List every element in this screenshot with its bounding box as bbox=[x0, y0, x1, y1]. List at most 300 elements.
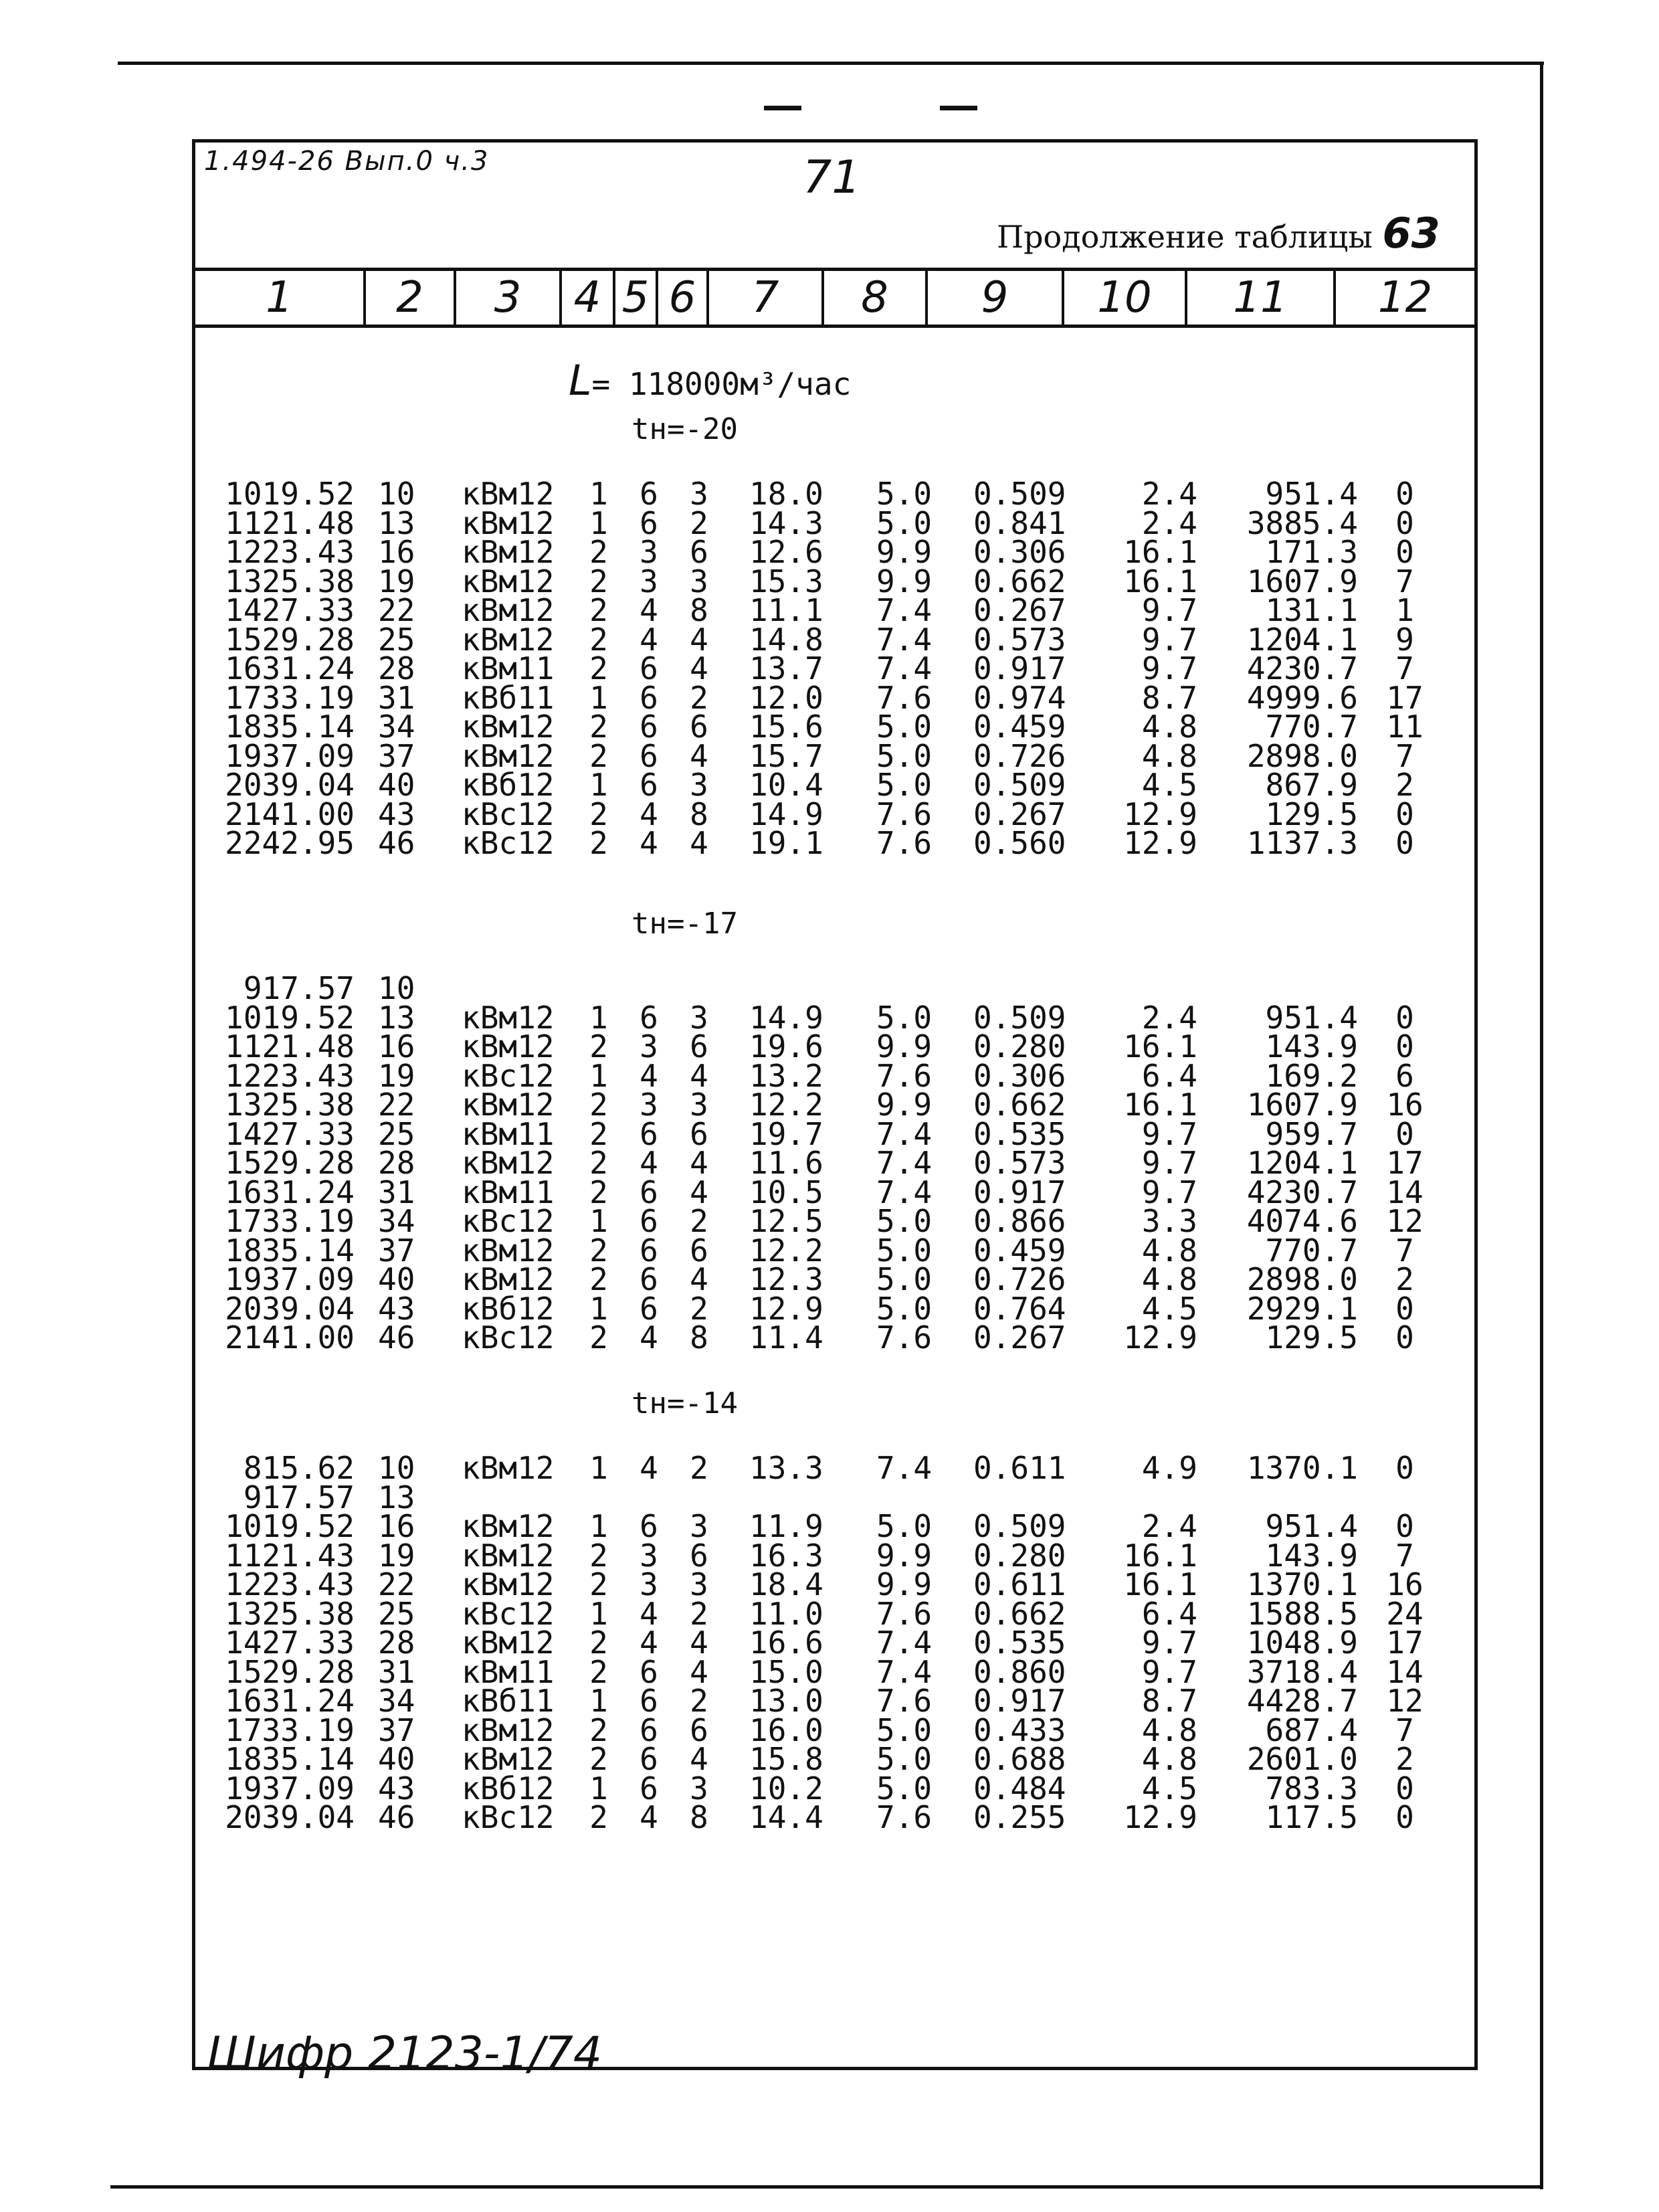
flow-symbol: L bbox=[569, 356, 592, 405]
table-cell-col7: 18.0 bbox=[749, 476, 823, 512]
table-cell-col12: 12 bbox=[1386, 1203, 1424, 1239]
table-cell-col3: кВм12 bbox=[462, 563, 555, 600]
table-cell-col12: 2 bbox=[1395, 1261, 1414, 1297]
table-cell-col5: 6 bbox=[640, 504, 658, 541]
table-cell-col11: 1370.1 bbox=[1246, 1566, 1358, 1602]
table-cell-col1: 815.62 bbox=[243, 1450, 355, 1486]
table-cell-col8: 5.0 bbox=[876, 767, 933, 803]
table-cell-col2: 28 bbox=[378, 1145, 415, 1181]
table-cell-col10: 16.1 bbox=[1123, 534, 1197, 570]
table-cell-col10: 4.8 bbox=[1141, 737, 1197, 774]
table-cell-col12: 12 bbox=[1386, 1683, 1424, 1719]
table-cell-col4: 2 bbox=[589, 1712, 608, 1748]
table-cell-col1: 1019.52 bbox=[225, 999, 355, 1036]
table-row bbox=[0, 1290, 1659, 1327]
table-cell-col10: 4.9 bbox=[1141, 1450, 1197, 1486]
table-cell-col1: 1325.38 bbox=[225, 1595, 355, 1632]
table-row bbox=[0, 1450, 1659, 1486]
table-cell-col6: 2 bbox=[690, 504, 708, 541]
column-header: 6 bbox=[658, 271, 709, 325]
table-cell-col4: 1 bbox=[589, 476, 608, 512]
table-cell-col10: 12.9 bbox=[1123, 796, 1197, 832]
table-cell-col4: 2 bbox=[589, 737, 608, 774]
table-cell-col8: 7.6 bbox=[876, 1319, 933, 1356]
table-cell-col9: 0.573 bbox=[973, 1145, 1066, 1181]
table-cell-col11: 2898.0 bbox=[1246, 737, 1358, 774]
table-cell-col4: 2 bbox=[589, 1653, 608, 1690]
table-cell-col12: 2 bbox=[1395, 767, 1414, 803]
table-cell-col7: 12.9 bbox=[749, 1290, 823, 1327]
table-cell-col9: 0.764 bbox=[973, 1290, 1066, 1327]
table-cell-col7: 11.1 bbox=[749, 592, 823, 628]
table-cell-col2: 13 bbox=[378, 999, 415, 1036]
table-cell-col10: 16.1 bbox=[1123, 1537, 1197, 1574]
table-cell-col4: 2 bbox=[589, 1625, 608, 1661]
column-header: 9 bbox=[928, 271, 1064, 325]
table-cell-col10: 2.4 bbox=[1141, 504, 1197, 541]
flow-value: = 118000м³/час bbox=[591, 366, 852, 402]
table-cell-col1: 1631.24 bbox=[225, 650, 355, 686]
table-cell-col10: 6.4 bbox=[1141, 1057, 1197, 1094]
table-cell-col1: 1937.09 bbox=[225, 1261, 355, 1297]
table-cell-col11: 951.4 bbox=[1265, 476, 1358, 512]
table-cell-col6: 4 bbox=[690, 1653, 708, 1690]
table-cell-col11: 3718.4 bbox=[1246, 1653, 1358, 1690]
table-cell-col10: 9.7 bbox=[1141, 1174, 1197, 1210]
table-cell-col7: 18.4 bbox=[749, 1566, 823, 1602]
table-cell-col8: 5.0 bbox=[876, 737, 933, 774]
table-cell-col11: 2601.0 bbox=[1246, 1741, 1358, 1777]
table-cell-col10: 9.7 bbox=[1141, 592, 1197, 628]
table-cell-col1: 1427.33 bbox=[225, 1115, 355, 1152]
column-header: 10 bbox=[1064, 271, 1187, 325]
table-cell-col3: кВм12 bbox=[462, 476, 555, 512]
table-cell-col4: 2 bbox=[589, 1741, 608, 1777]
table-cell-col11: 117.5 bbox=[1265, 1799, 1358, 1835]
table-cell-col10: 8.7 bbox=[1141, 1683, 1197, 1719]
table-cell-col5: 6 bbox=[640, 679, 658, 716]
table-cell-col2: 13 bbox=[378, 504, 415, 541]
table-cell-col8: 7.6 bbox=[876, 1057, 933, 1094]
table-cell-col7: 16.3 bbox=[749, 1537, 823, 1574]
table-row bbox=[0, 1683, 1659, 1719]
table-cell-col6: 3 bbox=[690, 1087, 708, 1123]
table-cell-col7: 10.2 bbox=[749, 1770, 823, 1807]
table-cell-col11: 1137.3 bbox=[1246, 825, 1358, 861]
table-row bbox=[0, 1145, 1659, 1181]
table-cell-col6: 4 bbox=[690, 1261, 708, 1297]
page-number: 71 bbox=[803, 151, 861, 204]
table-cell-col1: 1733.19 bbox=[225, 1712, 355, 1748]
table-cell-col9: 0.459 bbox=[973, 1232, 1066, 1269]
table-cell-col12: 6 bbox=[1395, 1057, 1414, 1094]
table-row bbox=[0, 767, 1659, 803]
table-cell-col10: 4.8 bbox=[1141, 709, 1197, 745]
table-row bbox=[0, 1741, 1659, 1777]
table-cell-col11: 4428.7 bbox=[1246, 1683, 1358, 1719]
table-cell-col7: 14.9 bbox=[749, 796, 823, 832]
table-cell-col11: 687.4 bbox=[1265, 1712, 1358, 1748]
table-cell-col10: 9.7 bbox=[1141, 1145, 1197, 1181]
table-cell-col9: 0.509 bbox=[973, 767, 1066, 803]
table-cell-col3: кВм12 bbox=[462, 1537, 555, 1574]
table-row bbox=[0, 1625, 1659, 1661]
table-cell-col9: 0.280 bbox=[973, 1537, 1066, 1574]
table-cell-col8: 5.0 bbox=[876, 1232, 933, 1269]
table-cell-col4: 2 bbox=[589, 709, 608, 745]
table-cell-col7: 13.2 bbox=[749, 1057, 823, 1094]
table-cell-col2: 46 bbox=[378, 1319, 415, 1356]
table-cell-col1: 1019.52 bbox=[225, 1508, 355, 1544]
table-cell-col5: 3 bbox=[640, 1087, 658, 1123]
table-cell-col11: 1204.1 bbox=[1246, 1145, 1358, 1181]
table-row bbox=[0, 534, 1659, 570]
table-cell-col10: 2.4 bbox=[1141, 1508, 1197, 1544]
table-cell-col1: 1325.38 bbox=[225, 563, 355, 600]
table-cell-col9: 0.662 bbox=[973, 563, 1066, 600]
column-header-row bbox=[195, 268, 1474, 328]
table-cell-col1: 1835.14 bbox=[225, 1232, 355, 1269]
table-cell-col7: 15.6 bbox=[749, 709, 823, 745]
table-cell-col6: 8 bbox=[690, 592, 708, 628]
table-cell-col11: 783.3 bbox=[1265, 1770, 1358, 1807]
table-cell-col4: 2 bbox=[589, 1028, 608, 1065]
table-cell-col1: 2039.04 bbox=[225, 1290, 355, 1327]
table-cell-col12: 14 bbox=[1386, 1653, 1424, 1690]
table-cell-col11: 169.2 bbox=[1265, 1057, 1358, 1094]
table-row bbox=[0, 1232, 1659, 1269]
table-row bbox=[0, 1770, 1659, 1807]
table-cell-col10: 9.7 bbox=[1141, 1625, 1197, 1661]
table-cell-col7: 15.0 bbox=[749, 1653, 823, 1690]
table-cell-col6: 6 bbox=[690, 1115, 708, 1152]
table-row bbox=[0, 1115, 1659, 1152]
table-cell-col6: 2 bbox=[690, 1290, 708, 1327]
table-cell-col9: 0.917 bbox=[973, 1174, 1066, 1210]
table-cell-col11: 129.5 bbox=[1265, 1319, 1358, 1356]
table-cell-col6: 2 bbox=[690, 1203, 708, 1239]
table-cell-col8: 7.6 bbox=[876, 825, 933, 861]
table-cell-col3: кВс12 bbox=[462, 1319, 555, 1356]
table-cell-col1: 2141.00 bbox=[225, 796, 355, 832]
table-cell-col7: 16.6 bbox=[749, 1625, 823, 1661]
table-cell-col1: 1631.24 bbox=[225, 1683, 355, 1719]
table-cell-col5: 4 bbox=[640, 1450, 658, 1486]
table-cell-col3: кВм11 bbox=[462, 1174, 555, 1210]
table-cell-col8: 7.4 bbox=[876, 1653, 933, 1690]
table-cell-col10: 9.7 bbox=[1141, 621, 1197, 658]
table-cell-col2: 22 bbox=[378, 1566, 415, 1602]
table-cell-col8: 7.4 bbox=[876, 621, 933, 658]
table-cell-col4: 2 bbox=[589, 592, 608, 628]
table-cell-col7: 12.3 bbox=[749, 1261, 823, 1297]
table-cell-col2: 46 bbox=[378, 825, 415, 861]
continuation-text: Продолжение таблицы bbox=[997, 219, 1373, 255]
table-cell-col12: 0 bbox=[1395, 999, 1414, 1036]
table-row bbox=[0, 1799, 1659, 1835]
table-cell-col2: 19 bbox=[378, 1057, 415, 1094]
table-cell-col7: 15.7 bbox=[749, 737, 823, 774]
table-cell-col10: 9.7 bbox=[1141, 650, 1197, 686]
table-row bbox=[0, 1595, 1659, 1632]
table-cell-col2: 37 bbox=[378, 1712, 415, 1748]
table-cell-col5: 6 bbox=[640, 1712, 658, 1748]
top-border-line bbox=[118, 62, 1544, 65]
table-cell-col4: 1 bbox=[589, 999, 608, 1036]
table-cell-col5: 3 bbox=[640, 1566, 658, 1602]
table-cell-col9: 0.509 bbox=[973, 1508, 1066, 1544]
table-cell-col5: 6 bbox=[640, 767, 658, 803]
table-cell-col10: 4.8 bbox=[1141, 1232, 1197, 1269]
table-cell-col6: 4 bbox=[690, 1625, 708, 1661]
column-header: 11 bbox=[1187, 271, 1336, 325]
table-cell-col1: 1835.14 bbox=[225, 709, 355, 745]
table-cell-col10: 16.1 bbox=[1123, 1566, 1197, 1602]
table-cell-col6: 6 bbox=[690, 709, 708, 745]
table-cell-col3: кВс12 bbox=[462, 796, 555, 832]
table-cell-col1: 1121.48 bbox=[225, 1028, 355, 1065]
column-header: 12 bbox=[1377, 273, 1433, 322]
table-cell-col5: 6 bbox=[640, 999, 658, 1036]
table-row bbox=[0, 1174, 1659, 1210]
table-cell-col6: 3 bbox=[690, 999, 708, 1036]
table-cell-col7: 11.0 bbox=[749, 1595, 823, 1632]
table-row bbox=[0, 1508, 1659, 1544]
table-cell-col4: 2 bbox=[589, 1174, 608, 1210]
table-cell-col1: 917.57 bbox=[243, 1479, 355, 1515]
table-row bbox=[0, 621, 1659, 658]
table-cell-col11: 171.3 bbox=[1265, 534, 1358, 570]
table-cell-col2: 16 bbox=[378, 534, 415, 570]
table-cell-col10: 8.7 bbox=[1141, 679, 1197, 716]
table-cell-col5: 6 bbox=[640, 1683, 658, 1719]
table-cell-col3: кВс12 bbox=[462, 1595, 555, 1632]
table-cell-col3: кВм12 bbox=[462, 1712, 555, 1748]
table-cell-col7: 11.6 bbox=[749, 1145, 823, 1181]
table-cell-col4: 2 bbox=[589, 1319, 608, 1356]
table-cell-col8: 7.4 bbox=[876, 1145, 933, 1181]
table-cell-col2: 34 bbox=[378, 1683, 415, 1719]
table-row bbox=[0, 1537, 1659, 1574]
table-row bbox=[0, 1028, 1659, 1065]
table-cell-col2: 19 bbox=[378, 563, 415, 600]
table-cell-col6: 4 bbox=[690, 825, 708, 861]
table-cell-col1: 1937.09 bbox=[225, 1770, 355, 1807]
table-cell-col6: 4 bbox=[690, 621, 708, 658]
table-cell-col12: 17 bbox=[1386, 1145, 1424, 1181]
table-cell-col7: 19.6 bbox=[749, 1028, 823, 1065]
table-cell-col7: 10.4 bbox=[749, 767, 823, 803]
table-cell-col1: 2039.04 bbox=[225, 1799, 355, 1835]
table-cell-col12: 0 bbox=[1395, 825, 1414, 861]
table-cell-col1: 1223.43 bbox=[225, 534, 355, 570]
table-cell-col6: 2 bbox=[690, 1450, 708, 1486]
table-cell-col2: 31 bbox=[378, 679, 415, 716]
table-cell-col8: 5.0 bbox=[876, 1770, 933, 1807]
table-cell-col10: 9.7 bbox=[1141, 1653, 1197, 1690]
table-cell-col5: 4 bbox=[640, 825, 658, 861]
table-cell-col9: 0.611 bbox=[973, 1450, 1066, 1486]
table-cell-col8: 5.0 bbox=[876, 999, 933, 1036]
table-number: 63 bbox=[1382, 209, 1440, 258]
table-cell-col9: 0.560 bbox=[973, 825, 1066, 861]
table-cell-col4: 1 bbox=[589, 1595, 608, 1632]
table-cell-col5: 4 bbox=[640, 796, 658, 832]
table-cell-col5: 4 bbox=[640, 1625, 658, 1661]
table-cell-col11: 1588.5 bbox=[1246, 1595, 1358, 1632]
column-header: 7 bbox=[709, 271, 824, 325]
table-cell-col2: 40 bbox=[378, 1261, 415, 1297]
table-cell-col4: 2 bbox=[589, 1145, 608, 1181]
table-cell-col12: 16 bbox=[1386, 1566, 1424, 1602]
table-cell-col8: 7.6 bbox=[876, 796, 933, 832]
table-cell-col9: 0.509 bbox=[973, 476, 1066, 512]
table-cell-col12: 16 bbox=[1386, 1087, 1424, 1123]
table-cell-col1: 1835.14 bbox=[225, 1741, 355, 1777]
header-dash-right bbox=[940, 106, 977, 110]
table-cell-col3: кВм11 bbox=[462, 1653, 555, 1690]
column-header: 8 bbox=[824, 271, 928, 325]
table-cell-col1: 1631.24 bbox=[225, 1174, 355, 1210]
table-cell-col9: 0.726 bbox=[973, 1261, 1066, 1297]
table-cell-col6: 6 bbox=[690, 1537, 708, 1574]
table-cell-col8: 9.9 bbox=[876, 1537, 933, 1574]
section-title: tн=-17 bbox=[631, 907, 738, 941]
table-cell-col3: кВб12 bbox=[462, 767, 555, 803]
table-cell-col2: 10 bbox=[378, 970, 415, 1006]
table-cell-col11: 3885.4 bbox=[1246, 504, 1358, 541]
table-cell-col1: 1121.43 bbox=[225, 1537, 355, 1574]
table-cell-col8: 5.0 bbox=[876, 1712, 933, 1748]
table-cell-col8: 7.4 bbox=[876, 650, 933, 686]
table-cell-col7: 11.9 bbox=[749, 1508, 823, 1544]
table-cell-col7: 13.3 bbox=[749, 1450, 823, 1486]
table-cell-col2: 25 bbox=[378, 1115, 415, 1152]
table-cell-col10: 2.4 bbox=[1141, 999, 1197, 1036]
table-row bbox=[0, 650, 1659, 686]
table-cell-col2: 40 bbox=[378, 767, 415, 803]
table-cell-col8: 7.4 bbox=[876, 1174, 933, 1210]
table-cell-col2: 34 bbox=[378, 1203, 415, 1239]
table-cell-col1: 1019.52 bbox=[225, 476, 355, 512]
table-cell-col1: 917.57 bbox=[243, 970, 355, 1006]
table-cell-col11: 4074.6 bbox=[1246, 1203, 1358, 1239]
table-cell-col6: 4 bbox=[690, 737, 708, 774]
table-cell-col3: кВм11 bbox=[462, 1115, 555, 1152]
table-cell-col5: 6 bbox=[640, 650, 658, 686]
table-cell-col2: 40 bbox=[378, 1741, 415, 1777]
table-cell-col9: 0.573 bbox=[973, 621, 1066, 658]
table-cell-col6: 8 bbox=[690, 1319, 708, 1356]
flow-rate-label bbox=[569, 356, 851, 405]
table-row bbox=[0, 592, 1659, 628]
table-cell-col2: 43 bbox=[378, 1290, 415, 1327]
table-cell-col6: 3 bbox=[690, 563, 708, 600]
table-cell-col6: 4 bbox=[690, 650, 708, 686]
table-cell-col2: 22 bbox=[378, 1087, 415, 1123]
table-cell-col3: кВс12 bbox=[462, 1057, 555, 1094]
table-cell-col12: 0 bbox=[1395, 504, 1414, 541]
table-cell-col6: 6 bbox=[690, 1712, 708, 1748]
table-cell-col8: 9.9 bbox=[876, 1087, 933, 1123]
table-cell-col5: 6 bbox=[640, 1290, 658, 1327]
table-cell-col4: 2 bbox=[589, 1537, 608, 1574]
table-cell-col11: 2898.0 bbox=[1246, 1261, 1358, 1297]
table-cell-col6: 4 bbox=[690, 1057, 708, 1094]
table-cell-col5: 4 bbox=[640, 1319, 658, 1356]
table-cell-col3: кВм12 bbox=[462, 534, 555, 570]
table-cell-col4: 1 bbox=[589, 1057, 608, 1094]
table-cell-col7: 14.8 bbox=[749, 621, 823, 658]
table-cell-col1: 1427.33 bbox=[225, 1625, 355, 1661]
table-row bbox=[0, 1479, 1659, 1515]
table-cell-col7: 14.9 bbox=[749, 999, 823, 1036]
table-cell-col8: 9.9 bbox=[876, 563, 933, 600]
table-cell-col9: 0.255 bbox=[973, 1799, 1066, 1835]
table-cell-col1: 1937.09 bbox=[225, 737, 355, 774]
table-cell-col4: 2 bbox=[589, 563, 608, 600]
table-cell-col12: 1 bbox=[1395, 592, 1414, 628]
table-cell-col8: 7.6 bbox=[876, 1683, 933, 1719]
table-cell-col8: 5.0 bbox=[876, 1741, 933, 1777]
table-cell-col5: 3 bbox=[640, 563, 658, 600]
table-cell-col12: 7 bbox=[1395, 737, 1414, 774]
table-cell-col6: 6 bbox=[690, 1028, 708, 1065]
table-continuation-caption bbox=[997, 209, 1440, 258]
table-row bbox=[0, 476, 1659, 512]
table-cell-col10: 12.9 bbox=[1123, 1319, 1197, 1356]
column-header: 2 bbox=[366, 271, 456, 325]
table-cell-col11: 1607.9 bbox=[1246, 1087, 1358, 1123]
table-cell-col11: 770.7 bbox=[1265, 1232, 1358, 1269]
table-cell-col2: 34 bbox=[378, 709, 415, 745]
table-cell-col11: 1607.9 bbox=[1246, 563, 1358, 600]
table-cell-col9: 0.917 bbox=[973, 1683, 1066, 1719]
table-cell-col8: 7.4 bbox=[876, 592, 933, 628]
table-cell-col8: 7.6 bbox=[876, 1595, 933, 1632]
table-cell-col4: 2 bbox=[589, 1261, 608, 1297]
table-cell-col9: 0.306 bbox=[973, 534, 1066, 570]
table-cell-col7: 19.1 bbox=[749, 825, 823, 861]
table-cell-col1: 1223.43 bbox=[225, 1057, 355, 1094]
table-cell-col10: 4.8 bbox=[1141, 1712, 1197, 1748]
column-header: 3 bbox=[456, 271, 562, 325]
table-cell-col9: 0.306 bbox=[973, 1057, 1066, 1094]
table-cell-col4: 2 bbox=[589, 621, 608, 658]
table-cell-col9: 0.509 bbox=[973, 999, 1066, 1036]
table-cell-col2: 31 bbox=[378, 1174, 415, 1210]
table-cell-col4: 2 bbox=[589, 650, 608, 686]
table-cell-col8: 5.0 bbox=[876, 1290, 933, 1327]
table-cell-col12: 0 bbox=[1395, 476, 1414, 512]
table-cell-col3: кВм12 bbox=[462, 1261, 555, 1297]
table-cell-col7: 14.4 bbox=[749, 1799, 823, 1835]
table-cell-col10: 4.8 bbox=[1141, 1261, 1197, 1297]
table-cell-col12: 7 bbox=[1395, 650, 1414, 686]
table-cell-col2: 37 bbox=[378, 1232, 415, 1269]
table-cell-col6: 4 bbox=[690, 1145, 708, 1181]
column-header: 5 bbox=[615, 271, 658, 325]
table-cell-col2: 19 bbox=[378, 1537, 415, 1574]
table-cell-col3: кВм12 bbox=[462, 621, 555, 658]
table-cell-col3: кВм12 bbox=[462, 999, 555, 1036]
table-cell-col1: 1325.38 bbox=[225, 1087, 355, 1123]
table-cell-col4: 2 bbox=[589, 1232, 608, 1269]
table-cell-col8: 9.9 bbox=[876, 1566, 933, 1602]
table-cell-col9: 0.726 bbox=[973, 737, 1066, 774]
table-cell-col11: 867.9 bbox=[1265, 767, 1358, 803]
table-cell-col4: 1 bbox=[589, 1770, 608, 1807]
